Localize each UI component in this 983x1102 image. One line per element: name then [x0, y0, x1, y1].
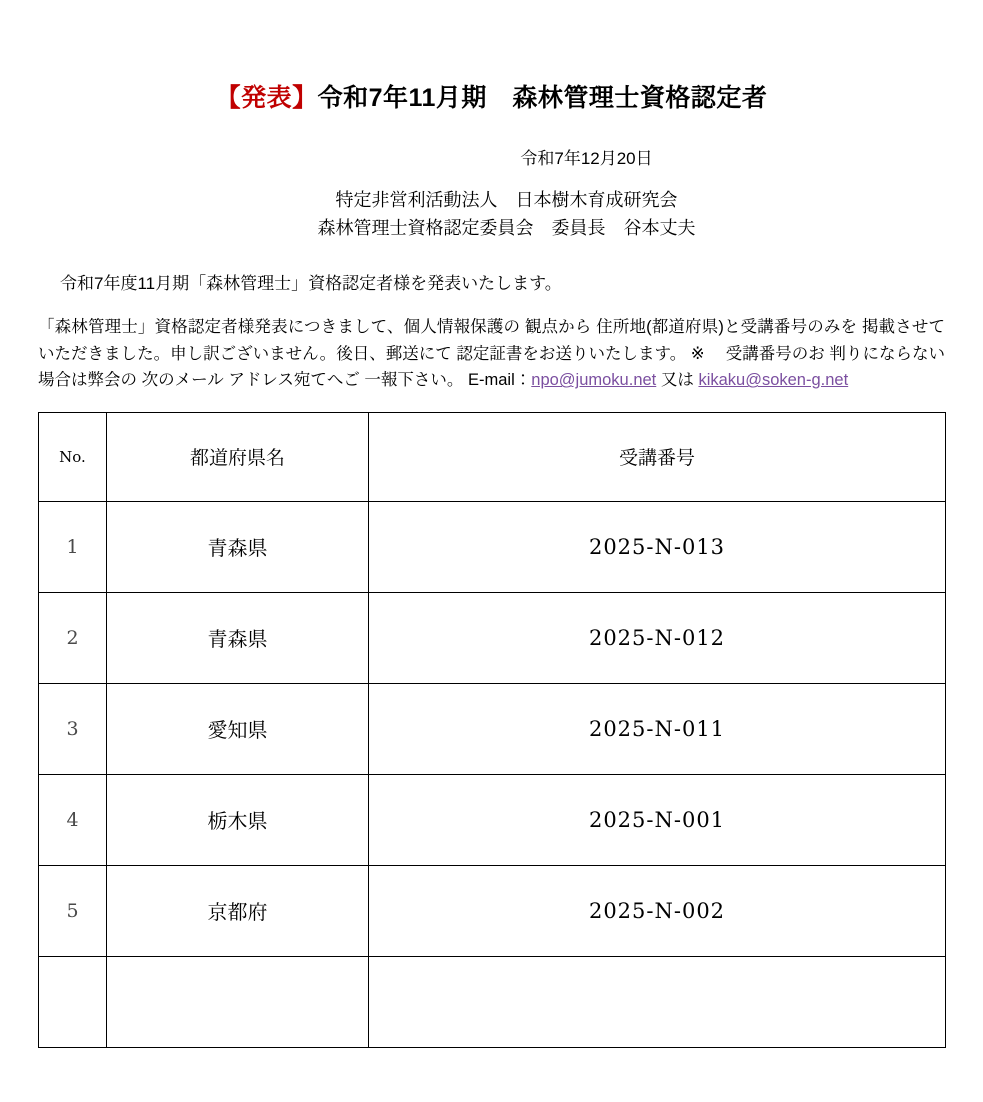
cell-prefecture: 青森県 [107, 592, 369, 683]
header-prefecture: 都道府県名 [107, 412, 369, 501]
cell-no: 3 [39, 683, 107, 774]
cell-no-empty [39, 956, 107, 1047]
header-no: No. [39, 412, 107, 501]
table-row-partial [39, 956, 946, 1047]
issuer-block [30, 187, 983, 243]
cell-number: 2025-N-013 [369, 501, 946, 592]
cell-prefecture: 愛知県 [107, 683, 369, 774]
document-page [0, 78, 983, 1102]
issuer-committee: 森林管理士資格認定委員会 委員長 谷本丈夫 [317, 217, 696, 238]
header-number: 受講番号 [369, 412, 946, 501]
privacy-notice [38, 314, 945, 394]
title-main-text: 令和7年11月期 森林管理士資格認定者 [317, 84, 768, 112]
results-table [38, 412, 946, 1048]
cell-number: 2025-N-001 [369, 774, 946, 865]
cell-prefecture: 京都府 [107, 865, 369, 956]
table-row [39, 683, 946, 774]
issue-date: 令和7年12月20日 [520, 149, 653, 168]
page-title [0, 78, 983, 114]
cell-prefecture: 栃木県 [107, 774, 369, 865]
results-table-header [39, 412, 946, 501]
cell-no: 2 [39, 592, 107, 683]
table-row [39, 592, 946, 683]
table-row [39, 774, 946, 865]
cell-no: 5 [39, 865, 107, 956]
cell-prefecture-empty [107, 956, 369, 1047]
cell-number: 2025-N-011 [369, 683, 946, 774]
lead-sentence: 令和7年度11月期「森林管理士」資格認定者様を発表いたします。 [60, 273, 562, 293]
table-row [39, 865, 946, 956]
title-announcement-mark: 【発表】 [215, 84, 318, 112]
issuer-organization: 特定非営利活動法人 日本樹木育成研究会 [335, 190, 678, 210]
notice-conjunction: 又は [656, 371, 699, 390]
table-row [39, 501, 946, 592]
cell-prefecture: 青森県 [107, 501, 369, 592]
email-link-npo[interactable]: npo@jumoku.net [531, 371, 657, 390]
cell-no: 1 [39, 501, 107, 592]
table-header-row [39, 412, 946, 501]
notice-body-text: 「森林管理士」資格認定者様発表につきまして、個人情報保護の 観点から 住所地(都道府県)と受講番号のみを 掲載させていただきました。申し訳ございません。後日、郵送にて 認定証書をお送りいたします。 ※ 受講番号のお 判りにならない場合は弊会の 次のメール アドレス宛てへご 一報下さい。 E-mail： [38, 317, 945, 390]
cell-number-empty [369, 956, 946, 1047]
cell-number: 2025-N-012 [369, 592, 946, 683]
cell-no: 4 [39, 774, 107, 865]
results-table-wrapper [38, 412, 945, 1048]
email-link-kikaku[interactable]: kikaku@soken-g.net [698, 371, 849, 390]
cell-number: 2025-N-002 [369, 865, 946, 956]
results-table-body [39, 501, 946, 1047]
